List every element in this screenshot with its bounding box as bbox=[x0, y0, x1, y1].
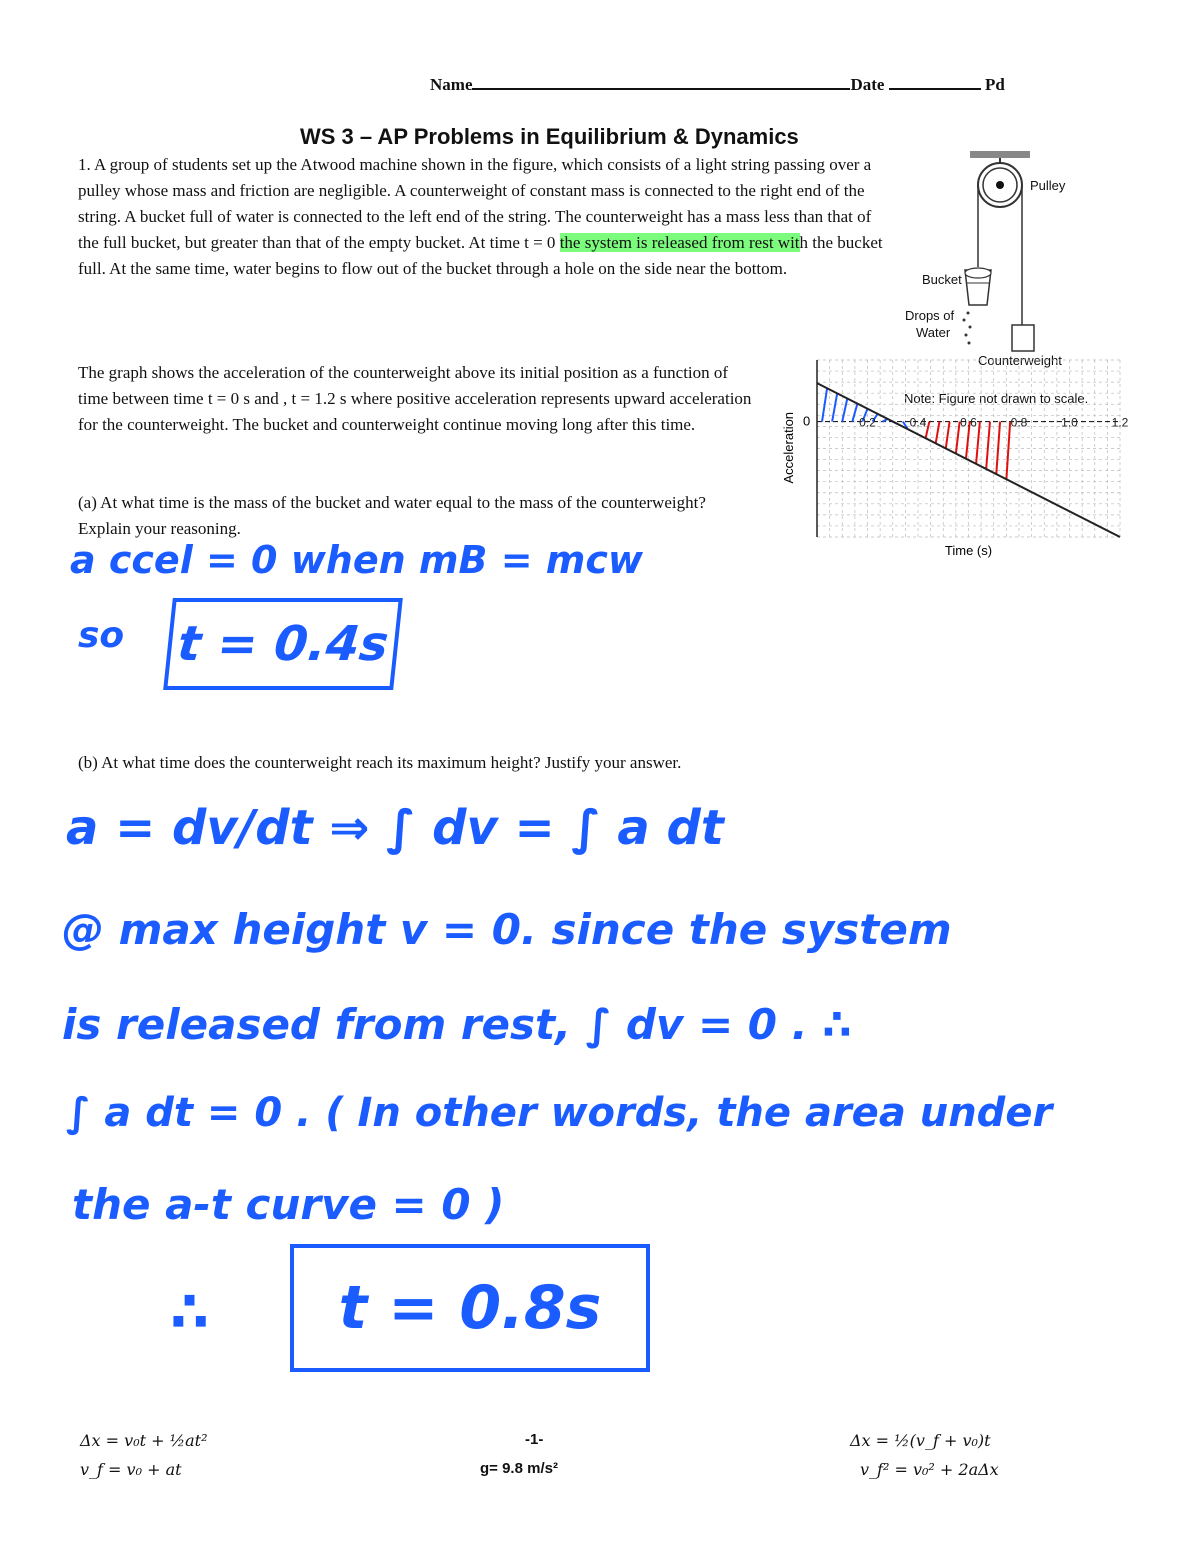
blue-hatch bbox=[832, 393, 837, 421]
page-number: -1- bbox=[525, 1431, 544, 1448]
part-b-question: (b) At what time does the counterweight reach its maximum height? Justify your answer. bbox=[78, 753, 682, 772]
red-hatch bbox=[986, 422, 990, 469]
intro-highlight: the system is released from rest wit bbox=[559, 233, 800, 252]
x-axis-label: Time (s) bbox=[944, 543, 993, 558]
date-field[interactable] bbox=[889, 72, 981, 90]
x-tick-label: 0.6 bbox=[960, 415, 977, 430]
page-title: WS 3 – AP Problems in Equilibrium & Dynamics bbox=[300, 124, 799, 149]
footer-eq-left-2: v_f = v₀ + at bbox=[80, 1460, 182, 1479]
intro-text-2: h the bucket full. At the same time, water begins to flow out of the bucket through a hole on the side near the bottom. bbox=[78, 233, 883, 278]
x-tick-label: 1.0 bbox=[1061, 415, 1078, 430]
footer-eq-right-1: Δx = ½(v_f + v₀)t bbox=[850, 1431, 991, 1450]
answer-b-line2: @ max height v = 0. since the system bbox=[62, 905, 952, 954]
drops-label-2: Water bbox=[916, 325, 951, 340]
counterweight-label: Counterweight bbox=[978, 353, 1062, 368]
answer-b-boxed bbox=[290, 1244, 650, 1372]
answer-b-value: t = 0.8s bbox=[338, 1273, 602, 1343]
answer-b-therefore: ∴ bbox=[170, 1280, 209, 1345]
x-tick-label: 0.2 bbox=[859, 415, 876, 430]
pd-label: Pd bbox=[984, 75, 1005, 94]
name-field[interactable] bbox=[472, 72, 850, 90]
footer-eq-right-2: v_f² = v₀² + 2aΔx bbox=[860, 1460, 999, 1479]
name-label: Name bbox=[430, 75, 473, 94]
answer-b-line4: ∫ a dt = 0 . ( In other words, the area under bbox=[66, 1090, 1053, 1136]
x-tick-label: 0.8 bbox=[1010, 415, 1028, 430]
answer-a-boxed bbox=[163, 598, 403, 690]
blue-hatch bbox=[842, 398, 847, 421]
y-axis-label: Acceleration bbox=[781, 411, 796, 484]
chart-grid bbox=[817, 360, 1120, 537]
problem-intro bbox=[78, 152, 886, 282]
footer-eq-left-1: Δx = v₀t + ½at² bbox=[80, 1431, 208, 1450]
y-zero-label: 0 bbox=[803, 413, 811, 429]
header bbox=[430, 72, 1005, 95]
ceiling-bar bbox=[970, 151, 1030, 158]
answer-a-so: so bbox=[78, 615, 125, 656]
intro-text-1: 1. A group of students set up the Atwood machine shown in the figure, which consists of a light string passing over a pulley whose mass and friction are negligible. A counterweight of constant mass is connected to the right end of the string. A bucket full of water is connected to the left end of the string. The counterweight has a mass less than that of the full bucket, but greater than that of the empty bucket. At time t = 0 bbox=[78, 155, 872, 252]
acceleration-line bbox=[817, 383, 1120, 537]
x-tick-label: 1.2 bbox=[1111, 415, 1129, 430]
red-hatch bbox=[946, 422, 950, 449]
bucket-label: Bucket bbox=[922, 272, 962, 287]
figure-note: Note: Figure not drawn to scale. bbox=[904, 391, 1089, 406]
answer-a-line1: a ccel = 0 when mB = mcw bbox=[70, 538, 643, 582]
x-tick-label: 0.4 bbox=[909, 415, 927, 430]
red-hatch bbox=[936, 422, 940, 444]
drops-label-1: Drops of bbox=[905, 308, 955, 323]
date-label: Date bbox=[850, 75, 885, 94]
answer-b-line5: the a-t curve = 0 ) bbox=[72, 1180, 505, 1229]
answer-b-line1: a = dv/dt ⇒ ∫ dv = ∫ a dt bbox=[66, 800, 724, 856]
graph-description: The graph shows the acceleration of the counterweight above its initial position as a function of time between time t = 0 s and , t = 1.2 s where positive acceleration represents upward acceleration for the counterweight. The bucket and counterweight continue moving long after this time. bbox=[78, 363, 752, 434]
acceleration-chart bbox=[775, 355, 1135, 565]
counterweight-box bbox=[1012, 325, 1034, 351]
part-a-question: (a) At what time is the mass of the bucket and water equal to the mass of the counterweight? Explain your reasoning. bbox=[78, 493, 706, 538]
red-hatch bbox=[996, 422, 1000, 475]
blue-hatch bbox=[852, 404, 857, 422]
pulley-label: Pulley bbox=[1030, 178, 1066, 193]
answer-a-value: t = 0.4s bbox=[174, 616, 392, 672]
gravity-constant: g= 9.8 m/s² bbox=[480, 1460, 558, 1477]
answer-b-line3: is released from rest, ∫ dv = 0 . ∴ bbox=[62, 1000, 852, 1049]
